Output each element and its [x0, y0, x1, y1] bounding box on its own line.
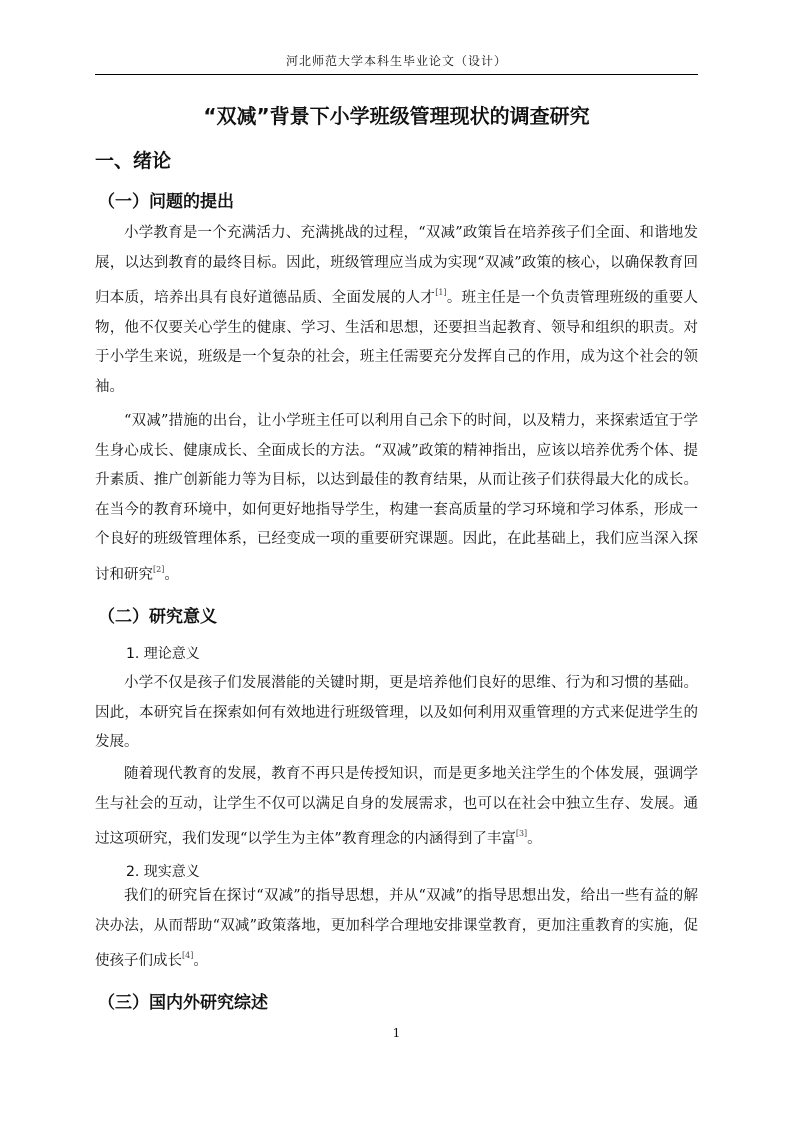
paragraph-problem-1 [95, 219, 698, 403]
citation-ref: [4] [182, 951, 194, 961]
citation-ref: [3] [515, 829, 528, 839]
paragraph-text: “双减”措施的出台，让小学班主任可以利用自己余下的时间，以及精力，来探索适宜于学生身心成长、健康成长、全面成长的方法。“双减”政策的精神指出，应该以培养优秀个体、提升素质、推广创新能力等为目标，以达到最佳的教育结果，从而让孩子们获得最大化的成长。在当今的教育环境中，如何更好地指导学生，构建一套高质量的学习环境和学习体系，形成一个良好的班级管理体系，已经变成一项的重要研究课题。因此，在此基础上，我们应当深入探讨和研究 [95, 413, 698, 583]
page-number: 1 [392, 1026, 401, 1040]
paragraph-text: 随着现代教育的发展，教育不再只是传授知识，而是更多地关注学生的个体发展，强调学生与社会的互动，让学生不仅可以满足自身的发展需求，也可以在社会中独立生存、发展。通过这项研究，我们发现“以学生为主体”教育理念的内涵得到了丰富 [95, 766, 698, 848]
paragraph-text: 。班主任是一个负责管理班级的重要人物，他不仅要关心学生的健康、学习、生活和思想，还要担当起教育、领导和组织的职责。对于小学生来说，班级是一个复杂的社会，班主任需要充分发挥自己的作用，成为这个社会的领袖。 [95, 290, 698, 395]
running-header: 河北师范大学本科生毕业论文（设计） [95, 52, 698, 75]
paragraph-text: 。 [527, 831, 542, 848]
paragraph-theory-2 [95, 760, 698, 855]
citation-ref: [2] [153, 564, 165, 574]
subheading-practical-significance: 2. 现实意义 [126, 864, 200, 880]
subsection-heading-problem: （一）问题的提出 [98, 192, 234, 212]
paragraph-text: 。 [164, 566, 179, 583]
paragraph-text: 。 [193, 953, 208, 970]
paper-title: “双减”背景下小学班级管理现状的调查研究 [203, 104, 590, 128]
section-heading-introduction: 一、绪论 [95, 150, 172, 172]
paragraph-text: 我们的研究旨在探讨“双减”的指导思想，并从“双减”的指导思想出发，给出一些有益的解决办法，从而帮助“双减”政策落地，更加科学合理地安排课堂教育，更加注重教育的实施，促使孩子们成长 [95, 888, 698, 970]
paragraph-text: 小学教育是一个充满活力、充满挑战的过程，“双减”政策旨在培养孩子们全面、和谐地发展，以达到教育的最终目标。因此，班级管理应当成为实现“双减”政策的核心，以确保教育回归本质，培养出具有良好道德品质、全面发展的人才 [95, 225, 698, 307]
citation-ref: [1] [435, 288, 447, 298]
subheading-theoretical-significance: 1. 理论意义 [126, 646, 200, 662]
paragraph-practice-1 [95, 882, 698, 977]
paragraph-problem-2 [95, 407, 698, 591]
subsection-heading-significance: （二）研究意义 [98, 607, 217, 627]
subsection-heading-literature-review: （三）国内外研究综述 [98, 993, 268, 1013]
paragraph-theory-1: 小学不仅是孩子们发展潜能的关键时期，更是培养他们良好的思维、行为和习惯的基础。因此，本研究旨在探索如何有效地进行班级管理，以及如何利用双重管理的方式来促进学生的发展。 [95, 675, 698, 751]
